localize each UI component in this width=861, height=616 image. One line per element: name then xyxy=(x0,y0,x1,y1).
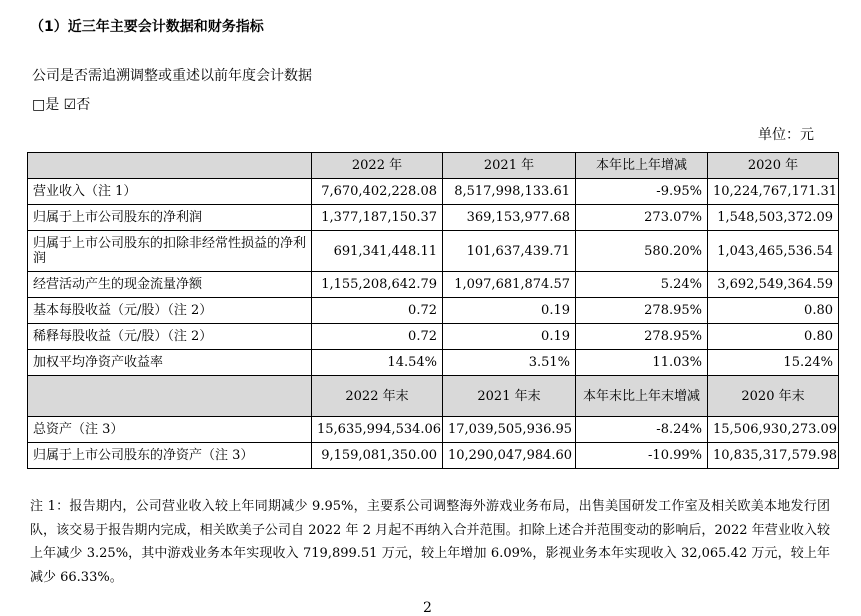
footnote-1: 注 1：报告期内，公司营业收入较上年同期减少 9.95%，主要系公司调整海外游戏业务布局，出售美国研发工作室及相关欧美本地发行团队，该交易于报告期内完成，相关欧美子公司自 2022 年 2 月起不再纳入合并范围。扣除上述合并范围变动的影响后，2022 年营业收入较上年减少 3.25%，其中游戏业务本年实现收入 719,899.51 万元，较上年增加 6.09%，影视业务本年实现收入 32,065.42 万元，较上年减少 66.33%。 xyxy=(30,499,830,585)
row-label: 归属于上市公司股东的扣除非经常性损益的净利润 xyxy=(28,231,312,272)
value-cell-v2020: 1,548,503,372.09 xyxy=(708,205,839,231)
value-cell-change: -8.24% xyxy=(576,417,708,443)
table-header-row xyxy=(28,376,839,417)
table-row xyxy=(28,231,839,272)
table-row xyxy=(28,443,839,469)
value-cell-v2022: 1,155,208,642.79 xyxy=(312,272,443,298)
table-header-row xyxy=(28,153,839,179)
header-cell: 2020 年 xyxy=(708,153,839,179)
value-cell-v2020: 10,835,317,579.98 xyxy=(708,443,839,469)
value-cell-change: 273.07% xyxy=(576,205,708,231)
value-cell-v2022: 15,635,994,534.06 xyxy=(312,417,443,443)
value-cell-v2022: 0.72 xyxy=(312,324,443,350)
page-number: 2 xyxy=(423,600,432,616)
value-cell-v2021: 8,517,998,133.61 xyxy=(443,179,576,205)
table-row xyxy=(28,417,839,443)
restatement-options: □是 ☑否 xyxy=(32,97,91,113)
header-cell: 本年比上年增减 xyxy=(576,153,708,179)
header-cell: 2021 年末 xyxy=(443,376,576,417)
row-label: 归属于上市公司股东的净资产（注 3） xyxy=(28,443,312,469)
section-heading: （1）近三年主要会计数据和财务指标 xyxy=(30,19,264,35)
value-cell-v2021: 369,153,977.68 xyxy=(443,205,576,231)
header-cell: 2021 年 xyxy=(443,153,576,179)
value-cell-change: -9.95% xyxy=(576,179,708,205)
value-cell-v2020: 15.24% xyxy=(708,350,839,376)
value-cell-v2021: 101,637,439.71 xyxy=(443,231,576,272)
value-cell-v2020: 0.80 xyxy=(708,324,839,350)
row-label: 稀释每股收益（元/股）（注 2） xyxy=(28,324,312,350)
table-row xyxy=(28,350,839,376)
row-label: 总资产（注 3） xyxy=(28,417,312,443)
table-row xyxy=(28,272,839,298)
value-cell-v2022: 691,341,448.11 xyxy=(312,231,443,272)
value-cell-v2022: 7,670,402,228.08 xyxy=(312,179,443,205)
value-cell-v2022: 1,377,187,150.37 xyxy=(312,205,443,231)
header-cell: 2022 年末 xyxy=(312,376,443,417)
row-label: 基本每股收益（元/股）（注 2） xyxy=(28,298,312,324)
value-cell-v2021: 10,290,047,984.60 xyxy=(443,443,576,469)
value-cell-v2021: 17,039,505,936.95 xyxy=(443,417,576,443)
header-cell: 2020 年末 xyxy=(708,376,839,417)
table-row xyxy=(28,179,839,205)
value-cell-change: 278.95% xyxy=(576,324,708,350)
value-cell-change: -10.99% xyxy=(576,443,708,469)
unit-label: 单位：元 xyxy=(758,127,814,143)
row-label: 归属于上市公司股东的净利润 xyxy=(28,205,312,231)
restatement-question: 公司是否需追溯调整或重述以前年度会计数据 xyxy=(32,68,312,84)
value-cell-v2022: 0.72 xyxy=(312,298,443,324)
value-cell-v2020: 0.80 xyxy=(708,298,839,324)
value-cell-v2020: 3,692,549,364.59 xyxy=(708,272,839,298)
value-cell-v2021: 3.51% xyxy=(443,350,576,376)
row-label: 营业收入（注 1） xyxy=(28,179,312,205)
value-cell-change: 11.03% xyxy=(576,350,708,376)
header-cell xyxy=(28,376,312,417)
header-cell: 2022 年 xyxy=(312,153,443,179)
table-row xyxy=(28,205,839,231)
row-label: 经营活动产生的现金流量净额 xyxy=(28,272,312,298)
table-row xyxy=(28,324,839,350)
value-cell-v2021: 0.19 xyxy=(443,324,576,350)
value-cell-v2022: 9,159,081,350.00 xyxy=(312,443,443,469)
row-label: 加权平均净资产收益率 xyxy=(28,350,312,376)
value-cell-v2021: 1,097,681,874.57 xyxy=(443,272,576,298)
header-cell: 本年末比上年末增减 xyxy=(576,376,708,417)
value-cell-v2020: 10,224,767,171.31 xyxy=(708,179,839,205)
value-cell-change: 278.95% xyxy=(576,298,708,324)
value-cell-change: 580.20% xyxy=(576,231,708,272)
value-cell-v2022: 14.54% xyxy=(312,350,443,376)
header-cell xyxy=(28,153,312,179)
financial-indicators-table xyxy=(27,152,839,469)
value-cell-v2020: 1,043,465,536.54 xyxy=(708,231,839,272)
value-cell-v2021: 0.19 xyxy=(443,298,576,324)
value-cell-v2020: 15,506,930,273.09 xyxy=(708,417,839,443)
value-cell-change: 5.24% xyxy=(576,272,708,298)
table-row xyxy=(28,298,839,324)
